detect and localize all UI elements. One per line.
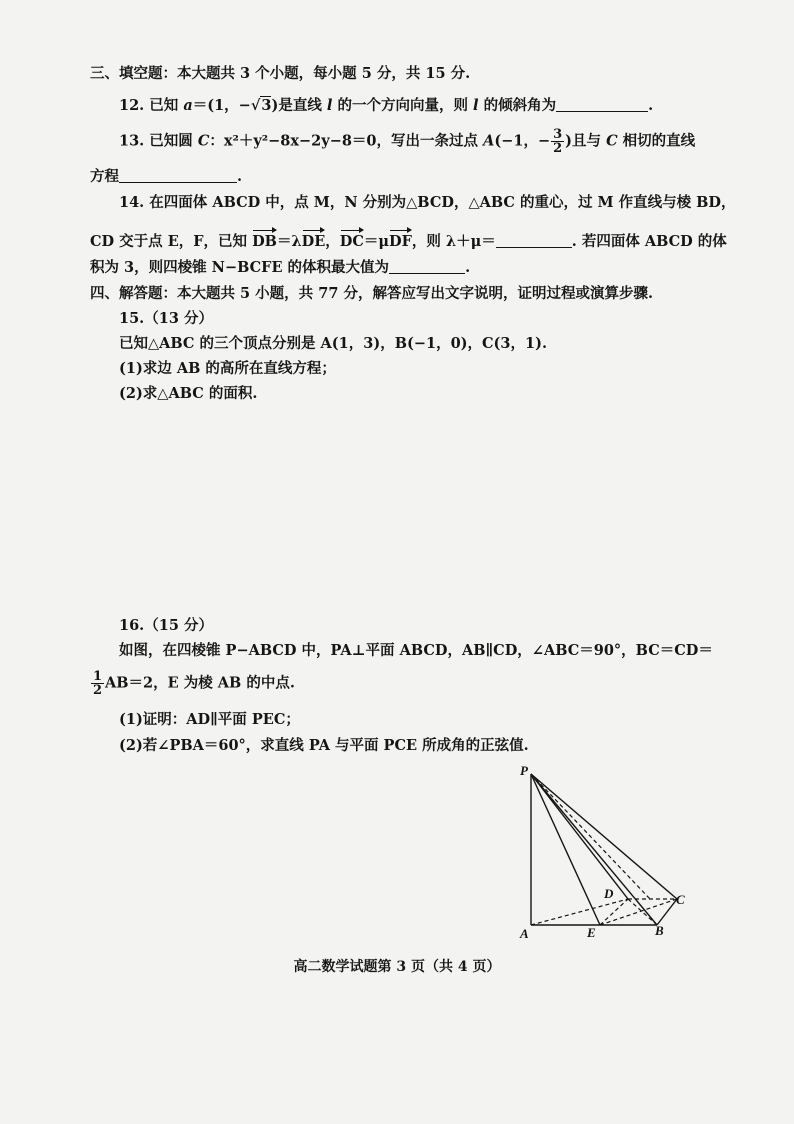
question-14-line1: 14. 在四面体 ABCD 中，点 M，N 分别为△BCD，△ABC 的重心，过 M 作直线与棱 BD， — [119, 194, 736, 211]
q12-root: 3 — [261, 97, 272, 114]
edge-p-inner-hidden — [531, 774, 650, 899]
pyramid-figure — [500, 758, 700, 948]
q14-comma: ， — [325, 233, 340, 250]
q12-line-l2: l — [473, 97, 479, 114]
q15-part2: (2)求△ABC 的面积. — [119, 385, 258, 402]
q14-vector-dc: DC — [339, 233, 364, 250]
q16-part1: (1)证明：AD∥平面 PEC； — [119, 711, 300, 728]
q13-fraction-den: 2 — [553, 141, 563, 156]
q12-rest: )是直线 — [271, 97, 327, 114]
q13-part1: 13. 已知圆 — [119, 132, 198, 150]
q12-line-l: l — [326, 97, 333, 114]
q13-answer-blank[interactable] — [119, 168, 237, 183]
q16-title: 16.（15 分） — [119, 617, 213, 634]
label-b: B — [655, 923, 664, 938]
q13-circle: C — [197, 132, 210, 150]
label-p: P — [520, 763, 528, 778]
q16-stem-line1: 如图，在四棱锥 P−ABCD 中，PA⊥平面 ABCD，AB∥CD，∠ABC＝90°，BC＝CD＝ — [119, 642, 713, 659]
question-14-line2 — [90, 232, 727, 252]
q13-circle2: C — [606, 132, 618, 150]
q15-stem: 已知△ABC 的三个顶点分别是 A(1，3)，B(−1，0)，C(3，1). — [119, 335, 548, 352]
q13-line2: 方程 — [90, 168, 119, 185]
q16-part2: (2)若∠PBA＝60°，求直线 PA 与平面 PCE 所成角的正弦值. — [119, 737, 529, 754]
q13-coord2: )且与 — [565, 132, 607, 150]
section4-heading: 四、解答题：本大题共 5 小题，共 77 分，解答应写出文字说明，证明过程或演算步骤. — [90, 285, 654, 302]
q16-fraction-num: 1 — [93, 669, 103, 684]
q16-stem2: AB＝2，E 为棱 AB 的中点. — [105, 674, 295, 692]
q13-end: . — [237, 168, 243, 185]
q14-line3-b: . — [465, 259, 471, 276]
q14-vector-db: DB — [252, 233, 277, 250]
q12-tail: 的倾斜角为 — [478, 97, 557, 114]
q14-eq1: ＝λ — [276, 233, 302, 250]
label-c: C — [676, 892, 685, 907]
q14-eq2: ＝μ — [363, 233, 390, 250]
q14-vector-de: DE — [301, 233, 326, 250]
q14-line2-a: CD 交于点 E，F，已知 — [90, 233, 253, 250]
q15-title: 15.（13 分） — [119, 310, 213, 327]
q16-fraction-den: 2 — [93, 683, 103, 698]
q14-line2-b: ，则 λ＋μ＝ — [411, 233, 496, 250]
q12-answer-blank[interactable] — [556, 97, 648, 112]
section3-heading: 三、填空题：本大题共 3 个小题，每小题 5 分，共 15 分. — [90, 65, 471, 82]
edge-pb — [531, 774, 657, 925]
q12-vector-a: a — [183, 97, 193, 114]
q14-line3-a: 积为 3，则四棱锥 N−BCFE 的体积最大值为 — [90, 259, 390, 276]
q14-vector-df: DF — [389, 233, 412, 250]
page-footer: 高二数学试题第 3 页（共 4 页） — [293, 959, 501, 975]
q12-prefix: 12. 已知 — [119, 97, 184, 114]
q15-part1: (1)求边 AB 的高所在直线方程； — [119, 360, 336, 377]
q16-fraction — [91, 670, 104, 697]
label-d: D — [604, 886, 614, 901]
label-a: A — [520, 926, 529, 941]
q16-stem-line2 — [90, 670, 295, 697]
question-13 — [119, 128, 695, 155]
edge-db-hidden — [628, 899, 657, 925]
edge-pc — [531, 774, 677, 899]
q12-mid: 的一个方向向量，则 — [332, 97, 474, 114]
q14-answer-blank-1[interactable] — [496, 233, 572, 248]
question-14-line3 — [90, 258, 470, 278]
q13-fraction — [551, 128, 564, 155]
edge-ad-hidden — [531, 899, 628, 925]
q12-eq: ＝(1，− — [192, 97, 251, 114]
q13-equation: ：x²＋y²−8x−2y−8＝0，写出一条过点 — [209, 132, 484, 150]
q13-coord1: (−1，− — [494, 132, 551, 150]
question-12: 12. 已知 a＝(1，−√3)是直线 l 的一个方向向量，则 l 的倾斜角为 . — [119, 97, 654, 114]
question-13-line2 — [90, 167, 242, 187]
q13-part2: 相切的直线 — [617, 132, 696, 150]
q14-line2-c: . 若四面体 ABCD 的体 — [571, 233, 727, 250]
q13-fraction-num: 3 — [553, 127, 563, 142]
q12-end: . — [648, 97, 654, 114]
label-e: E — [587, 925, 596, 940]
q13-point-a: A — [483, 132, 495, 150]
q14-answer-blank-2[interactable] — [389, 259, 465, 274]
